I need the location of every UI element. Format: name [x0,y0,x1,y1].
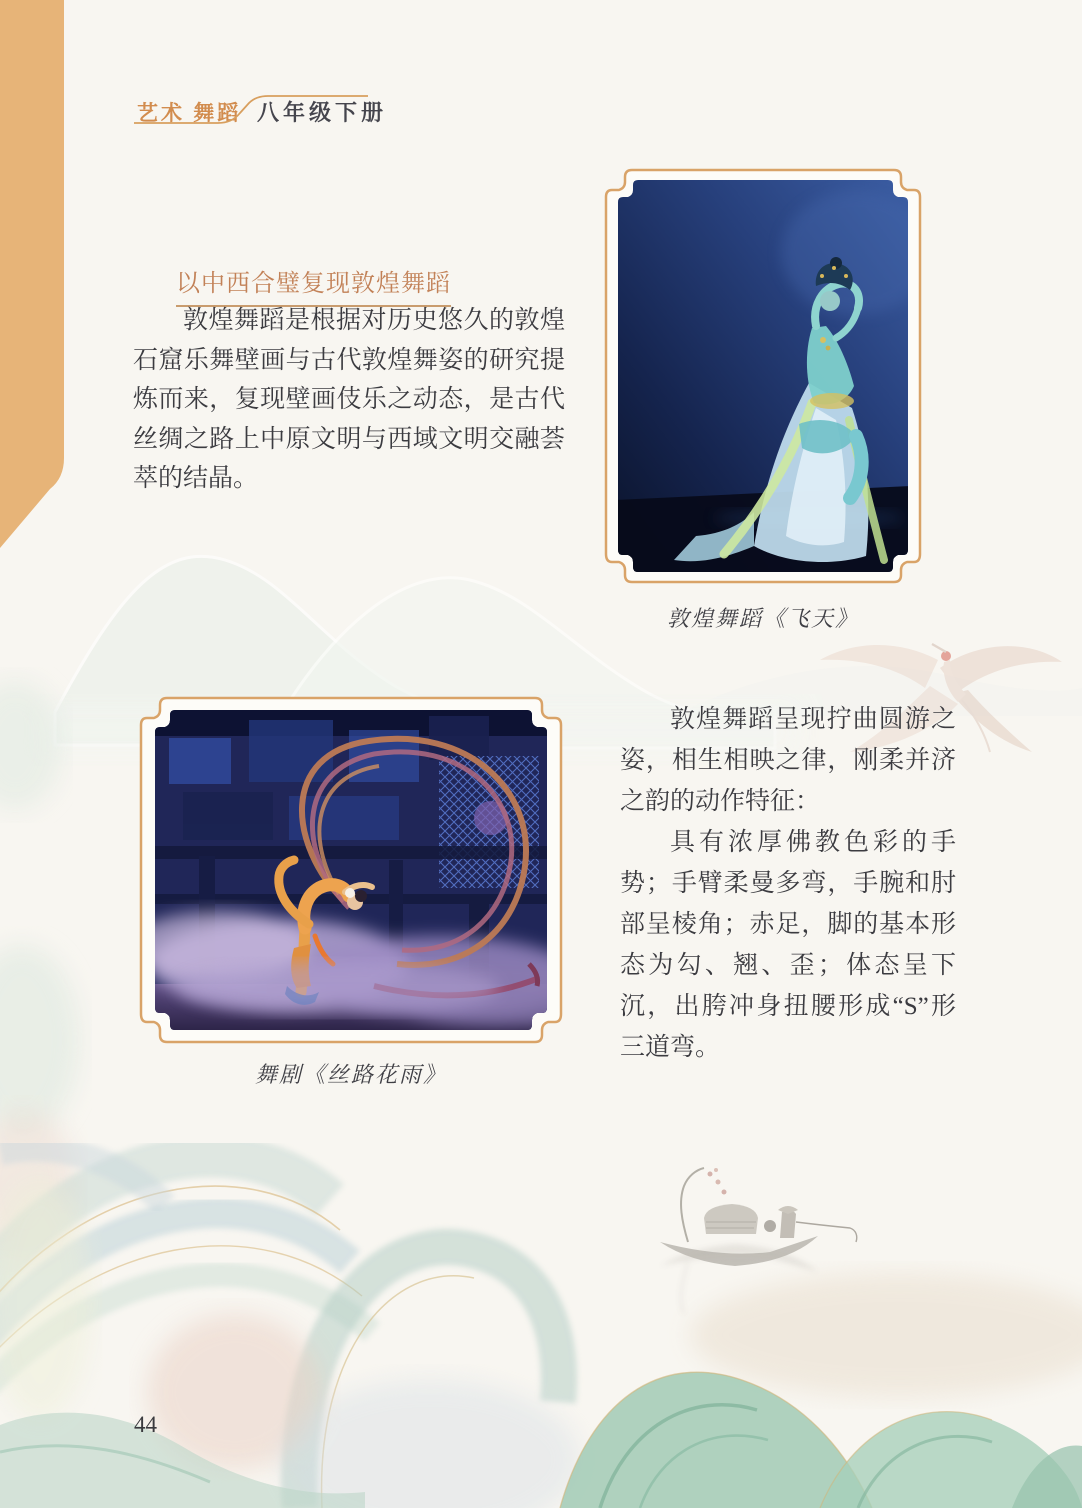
intro-paragraph-text: 敦煌舞蹈是根据对历史悠久的敦煌石窟乐舞壁画与古代敦煌舞姿的研究提炼而来，复现壁画伎乐之动态，是古代丝绸之路上中原文明与西域文明交融荟萃的结晶。 [133,307,565,492]
intro-paragraph [133,301,565,499]
wave-wash-right [560,1273,1082,1508]
section-title: 以中西合璧复现敦煌舞蹈 [176,263,451,307]
figure-photo-feitian [604,168,922,584]
photo-silu-scene [139,710,563,1030]
figure-caption-silu: 舞剧《丝路花雨》 [254,1062,447,1087]
left-margin-wash [0,680,80,1260]
page-number: 44 [134,1412,157,1437]
photo-feitian-scene [616,180,922,572]
wave-wash-left [0,1149,580,1508]
features-paragraphs [620,699,956,1068]
header-subject-label: 艺术 舞蹈 [137,101,242,125]
features-paragraph-2: 具有浓厚佛教色彩的手势；手臂柔曼多弯，手腕和肘部呈棱角；赤足，脚的基本形态为勾、翘、歪；体态呈下沉，出胯冲身扭腰形成“S”形三道弯。 [620,829,956,1061]
features-paragraph-1: 敦煌舞蹈呈现拧曲圆游之姿，相生相映之律，刚柔并济之韵的动作特征： [620,706,956,815]
figure-photo-silu [139,696,563,1044]
header-grade-label: 八年级下册 [257,100,388,125]
figure-caption-feitian: 敦煌舞蹈《飞天》 [666,606,859,631]
